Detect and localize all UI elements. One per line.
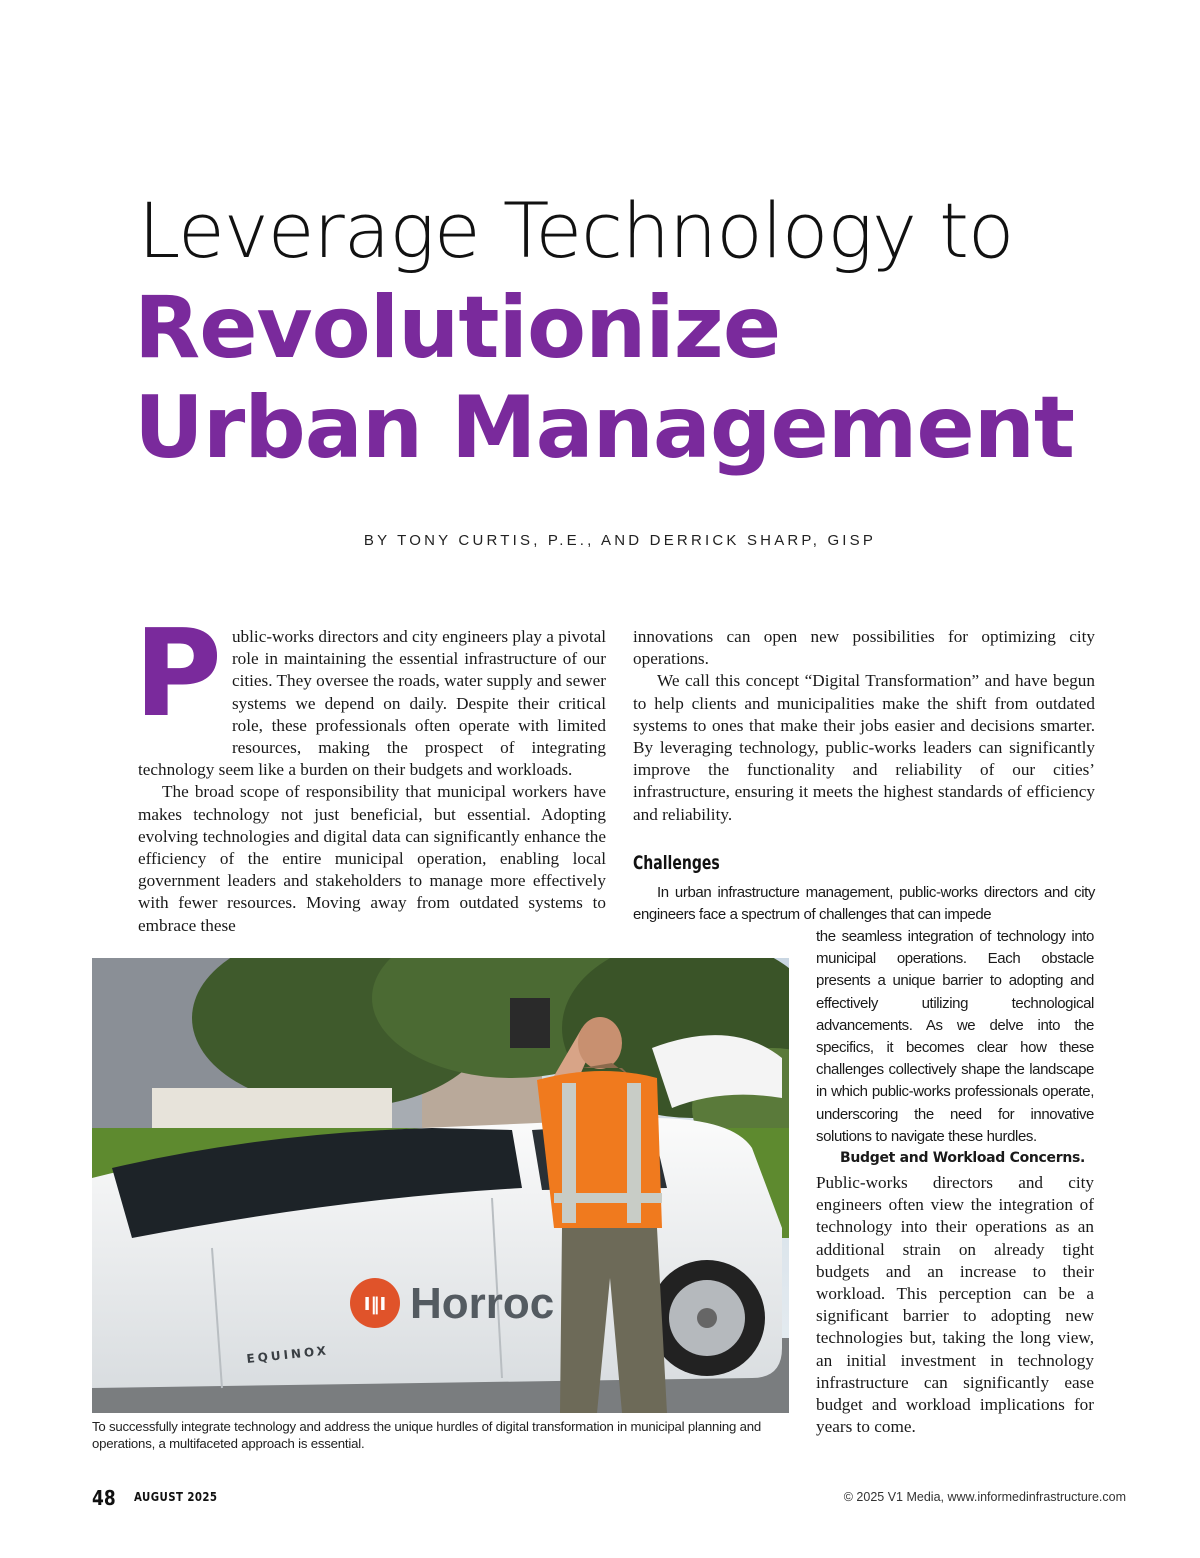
drop-cap: P (134, 605, 222, 744)
car-door-text: Horroc (410, 1279, 555, 1328)
car-model-badge: EQUINOX (245, 1343, 330, 1366)
subhead-budget-workload: Budget and Workload Concerns. (840, 1150, 1086, 1166)
paragraph-digital-transformation: We call this concept “Digital Transformation” and have begun to help clients and municipalities make the shift from outdated systems to ones that make their jobs easier and decisions smarter. By leveraging technology, public-works leaders can significantly improve the functionality and reliability of our cities’ infrastructure, ensuring it meets the highest standards of efficiency and reliability. (633, 671, 1095, 824)
photo-caption: To successfully integrate technology and address the unique hurdles of digital transformation in municipal planning and operations, a multifaceted approach is essential. (92, 1419, 761, 1451)
paragraph-challenges-narrow: the seamless integration of technology into municipal operations. Each obstacle presents a unique barrier to adopting and effectively utilizing technological advancements. As we delve into the specifics, it becomes clear how these challenges collectively shape the landscape in which public-works professionals operate, underscoring the need for innovative solutions to navigate these hurdles. (816, 928, 1094, 1145)
body-column-1 (134, 605, 606, 937)
brand-logo-glyph: I‖I (363, 1294, 387, 1315)
photo-illustration (92, 958, 789, 1413)
issue-date: AUGUST 2025 (134, 1490, 218, 1504)
section-heading-challenges: Challenges (633, 852, 720, 874)
body-column-3 (816, 1172, 1094, 1438)
byline: BY TONY CURTIS, P.E., AND DERRICK SHARP, GISP (363, 532, 877, 549)
paragraph-scope: The broad scope of responsibility that municipal workers have makes technology not just beneficial, but essential. Adopting evolving technologies and digital data can significantly enhance the efficiency of the entire municipal operation, enabling local government leaders and stakeholders to manage more effectively with fewer resources. Moving away from outdated systems to embrace these (138, 782, 606, 935)
paragraph-innovations: innovations can open new possibilities for optimizing city operations. (633, 627, 1095, 669)
challenges-intro-narrow (816, 926, 1094, 1148)
article-photo (92, 958, 789, 1413)
challenges-intro-wide (633, 882, 1095, 926)
body-column-2 (633, 626, 1095, 826)
copyright-notice: © 2025 V1 Media, www.informedinfrastructure.com (843, 1490, 1126, 1504)
paragraph-intro: ublic-works directors and city engineers play a pivotal role in maintaining the essential infrastructure of our cities. They oversee the roads, water supply and sewer systems we depend on daily. Despite their critical role, these professionals often operate with limited resources, making the prospect of integrating technology seem like a burden on their budgets and workloads. (138, 627, 606, 780)
title-line-2: Revolutionize (134, 278, 781, 378)
paragraph-challenges-wide: In urban infrastructure management, public-works directors and city engineers face a spectrum of challenges that can impede (633, 884, 1095, 924)
page-number: 48 (92, 1486, 116, 1510)
title-line-1: Leverage Technology to (138, 186, 1014, 275)
paragraph-budget: Public-works directors and city engineers often view the integration of technology into their operations as an additional strain on already tight budgets and an increase to their workload. This perception can be a significant barrier to adopting new technologies but, taking the long view, an initial investment in technology infrastructure can significantly ease budget and workload implications for years to come. (816, 1173, 1094, 1437)
title-line-3: Urban Management (134, 378, 1075, 478)
